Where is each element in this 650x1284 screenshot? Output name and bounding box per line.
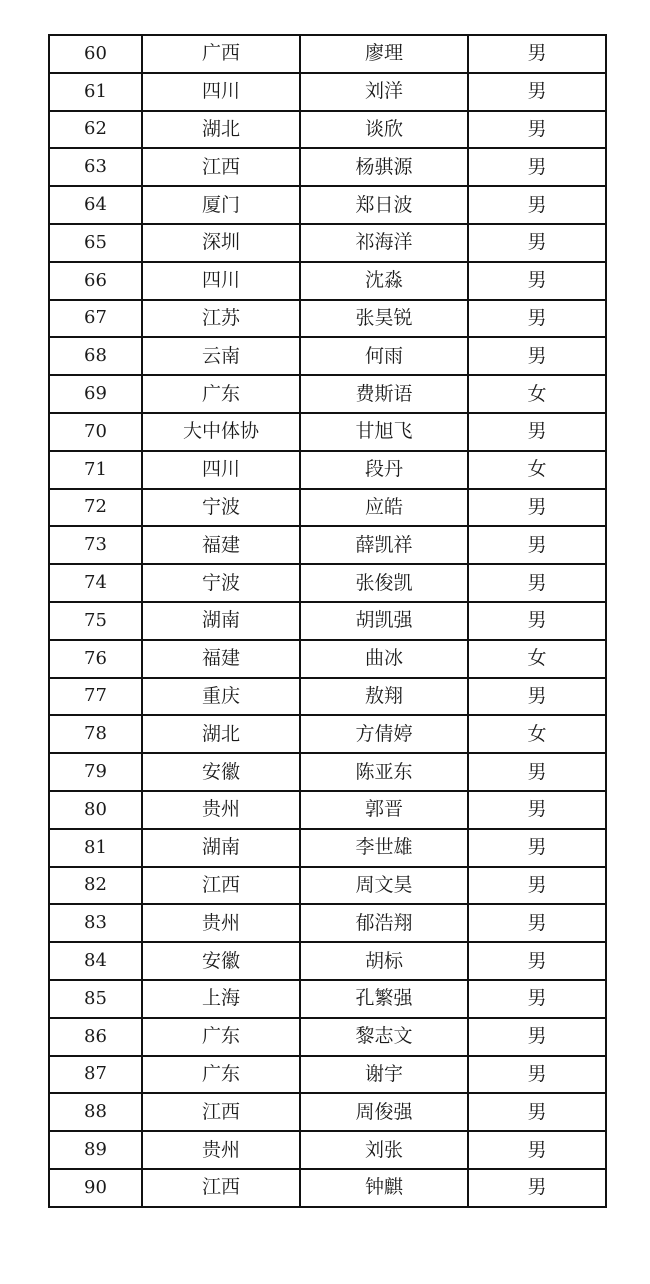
gender-cell: 男 — [468, 1093, 606, 1131]
region-cell: 广西 — [142, 35, 300, 73]
region-cell: 厦门 — [142, 186, 300, 224]
gender-cell: 男 — [468, 489, 606, 527]
athlete-name-cell: 李世雄 — [300, 829, 468, 867]
gender-cell: 男 — [468, 1056, 606, 1094]
row-number-cell: 89 — [49, 1131, 142, 1169]
athlete-name-cell: 薛凯祥 — [300, 526, 468, 564]
region-cell: 贵州 — [142, 904, 300, 942]
row-number-cell: 65 — [49, 224, 142, 262]
region-cell: 福建 — [142, 526, 300, 564]
row-number-cell: 76 — [49, 640, 142, 678]
row-number-cell: 70 — [49, 413, 142, 451]
row-number-cell: 82 — [49, 867, 142, 905]
gender-cell: 男 — [468, 526, 606, 564]
athlete-name-cell: 何雨 — [300, 337, 468, 375]
athlete-name-cell: 应皓 — [300, 489, 468, 527]
athlete-name-cell: 段丹 — [300, 451, 468, 489]
row-number-cell: 83 — [49, 904, 142, 942]
region-cell: 江苏 — [142, 300, 300, 338]
gender-cell: 男 — [468, 753, 606, 791]
athlete-name-cell: 陈亚东 — [300, 753, 468, 791]
table-row — [49, 1169, 606, 1207]
gender-cell: 男 — [468, 337, 606, 375]
row-number-cell: 74 — [49, 564, 142, 602]
row-number-cell: 67 — [49, 300, 142, 338]
gender-cell: 男 — [468, 980, 606, 1018]
table-row — [49, 1093, 606, 1131]
athlete-name-cell: 黎志文 — [300, 1018, 468, 1056]
row-number-cell: 62 — [49, 111, 142, 149]
roster-table — [48, 34, 607, 1208]
table-row — [49, 35, 606, 73]
row-number-cell: 75 — [49, 602, 142, 640]
athlete-name-cell: 刘洋 — [300, 73, 468, 111]
region-cell: 广东 — [142, 1056, 300, 1094]
row-number-cell: 64 — [49, 186, 142, 224]
row-number-cell: 90 — [49, 1169, 142, 1207]
athlete-name-cell: 谈欣 — [300, 111, 468, 149]
row-number-cell: 71 — [49, 451, 142, 489]
athlete-name-cell: 谢宇 — [300, 1056, 468, 1094]
region-cell: 重庆 — [142, 678, 300, 716]
athlete-name-cell: 胡凯强 — [300, 602, 468, 640]
athlete-name-cell: 孔繁强 — [300, 980, 468, 1018]
gender-cell: 男 — [468, 300, 606, 338]
table-row — [49, 262, 606, 300]
region-cell: 安徽 — [142, 753, 300, 791]
region-cell: 上海 — [142, 980, 300, 1018]
table-row — [49, 148, 606, 186]
gender-cell: 男 — [468, 1018, 606, 1056]
row-number-cell: 61 — [49, 73, 142, 111]
athlete-name-cell: 廖理 — [300, 35, 468, 73]
table-row — [49, 73, 606, 111]
table-row — [49, 564, 606, 602]
table-row — [49, 904, 606, 942]
region-cell: 大中体协 — [142, 413, 300, 451]
row-number-cell: 60 — [49, 35, 142, 73]
athlete-name-cell: 钟麒 — [300, 1169, 468, 1207]
region-cell: 贵州 — [142, 1131, 300, 1169]
gender-cell: 男 — [468, 73, 606, 111]
gender-cell: 女 — [468, 451, 606, 489]
athlete-name-cell: 张昊锐 — [300, 300, 468, 338]
gender-cell: 男 — [468, 904, 606, 942]
gender-cell: 男 — [468, 35, 606, 73]
table-row — [49, 111, 606, 149]
row-number-cell: 86 — [49, 1018, 142, 1056]
table-row — [49, 678, 606, 716]
row-number-cell: 78 — [49, 715, 142, 753]
table-row — [49, 640, 606, 678]
table-row — [49, 300, 606, 338]
gender-cell: 男 — [468, 829, 606, 867]
athlete-name-cell: 甘旭飞 — [300, 413, 468, 451]
gender-cell: 女 — [468, 715, 606, 753]
gender-cell: 男 — [468, 186, 606, 224]
region-cell: 四川 — [142, 451, 300, 489]
region-cell: 安徽 — [142, 942, 300, 980]
region-cell: 深圳 — [142, 224, 300, 262]
region-cell: 江西 — [142, 148, 300, 186]
athlete-name-cell: 刘张 — [300, 1131, 468, 1169]
athlete-name-cell: 周俊强 — [300, 1093, 468, 1131]
gender-cell: 男 — [468, 678, 606, 716]
gender-cell: 男 — [468, 148, 606, 186]
region-cell: 宁波 — [142, 489, 300, 527]
region-cell: 湖北 — [142, 715, 300, 753]
table-row — [49, 337, 606, 375]
athlete-name-cell: 胡标 — [300, 942, 468, 980]
region-cell: 江西 — [142, 1093, 300, 1131]
gender-cell: 男 — [468, 224, 606, 262]
row-number-cell: 85 — [49, 980, 142, 1018]
region-cell: 贵州 — [142, 791, 300, 829]
region-cell: 湖南 — [142, 602, 300, 640]
region-cell: 四川 — [142, 73, 300, 111]
row-number-cell: 63 — [49, 148, 142, 186]
row-number-cell: 88 — [49, 1093, 142, 1131]
athlete-name-cell: 方倩婷 — [300, 715, 468, 753]
gender-cell: 男 — [468, 111, 606, 149]
region-cell: 广东 — [142, 375, 300, 413]
gender-cell: 男 — [468, 1131, 606, 1169]
table-row — [49, 980, 606, 1018]
athlete-name-cell: 张俊凯 — [300, 564, 468, 602]
gender-cell: 男 — [468, 413, 606, 451]
region-cell: 江西 — [142, 1169, 300, 1207]
row-number-cell: 87 — [49, 1056, 142, 1094]
table-row — [49, 489, 606, 527]
row-number-cell: 68 — [49, 337, 142, 375]
gender-cell: 男 — [468, 942, 606, 980]
region-cell: 宁波 — [142, 564, 300, 602]
row-number-cell: 80 — [49, 791, 142, 829]
table-row — [49, 224, 606, 262]
table-row — [49, 942, 606, 980]
row-number-cell: 69 — [49, 375, 142, 413]
athlete-name-cell: 郭晋 — [300, 791, 468, 829]
table-row — [49, 375, 606, 413]
table-row — [49, 791, 606, 829]
gender-cell: 男 — [468, 262, 606, 300]
region-cell: 湖南 — [142, 829, 300, 867]
athlete-name-cell: 费斯语 — [300, 375, 468, 413]
table-row — [49, 526, 606, 564]
row-number-cell: 66 — [49, 262, 142, 300]
region-cell: 四川 — [142, 262, 300, 300]
athlete-name-cell: 曲冰 — [300, 640, 468, 678]
row-number-cell: 81 — [49, 829, 142, 867]
table-row — [49, 1131, 606, 1169]
athlete-name-cell: 郑日波 — [300, 186, 468, 224]
athlete-name-cell: 沈淼 — [300, 262, 468, 300]
row-number-cell: 84 — [49, 942, 142, 980]
gender-cell: 女 — [468, 375, 606, 413]
athlete-name-cell: 周文昊 — [300, 867, 468, 905]
table-row — [49, 413, 606, 451]
gender-cell: 男 — [468, 602, 606, 640]
gender-cell: 男 — [468, 791, 606, 829]
gender-cell: 女 — [468, 640, 606, 678]
row-number-cell: 73 — [49, 526, 142, 564]
table-row — [49, 451, 606, 489]
gender-cell: 男 — [468, 564, 606, 602]
region-cell: 福建 — [142, 640, 300, 678]
athlete-name-cell: 郁浩翔 — [300, 904, 468, 942]
table-row — [49, 715, 606, 753]
region-cell: 广东 — [142, 1018, 300, 1056]
row-number-cell: 72 — [49, 489, 142, 527]
table-row — [49, 867, 606, 905]
table-row — [49, 602, 606, 640]
table-row — [49, 1056, 606, 1094]
region-cell: 云南 — [142, 337, 300, 375]
table-row — [49, 753, 606, 791]
table-row — [49, 186, 606, 224]
table-row — [49, 829, 606, 867]
region-cell: 湖北 — [142, 111, 300, 149]
table-row — [49, 1018, 606, 1056]
athlete-name-cell: 杨骐源 — [300, 148, 468, 186]
athlete-name-cell: 祁海洋 — [300, 224, 468, 262]
roster-sheet — [48, 34, 605, 1208]
row-number-cell: 79 — [49, 753, 142, 791]
roster-table-body — [49, 35, 606, 1207]
gender-cell: 男 — [468, 1169, 606, 1207]
gender-cell: 男 — [468, 867, 606, 905]
region-cell: 江西 — [142, 867, 300, 905]
athlete-name-cell: 敖翔 — [300, 678, 468, 716]
row-number-cell: 77 — [49, 678, 142, 716]
